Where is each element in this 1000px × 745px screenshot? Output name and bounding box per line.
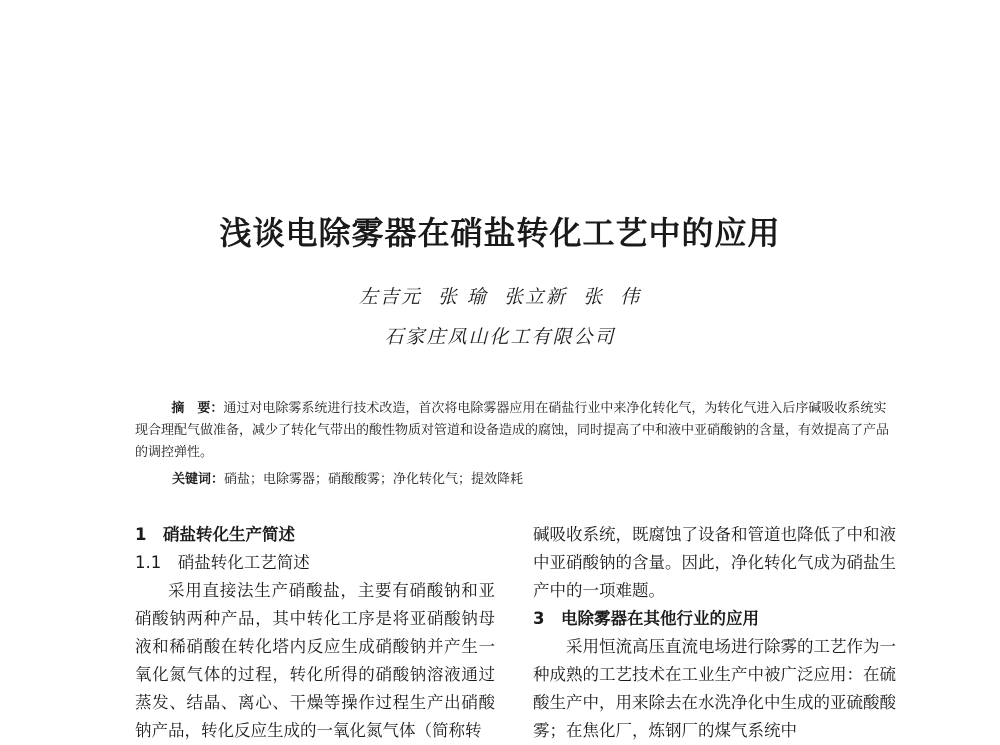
paper-title: 浅谈电除雾器在硝盐转化工艺中的应用 <box>219 214 781 252</box>
section-heading-1: 1 硝盐转化生产简述 <box>135 525 295 544</box>
affiliation: 石家庄凤山化工有限公司 <box>384 326 616 348</box>
body-paragraph: 采用直接法生产硝酸盐，主要有硝酸钠和亚硝酸钠两种产品，其中转化工序是将亚硝酸钠母液和稀硝酸在转化塔内反应生成硝酸钠并产生一氧化氮气体的过程，转化所得的硝酸钠溶液通过蒸发、结晶、离心、干燥等操作过程生产出硝酸钠产品，转化反应生成的一氧化氮气体（简称转 <box>135 581 495 740</box>
keywords-label: 关键词： <box>172 472 225 487</box>
left-column <box>135 521 495 745</box>
keywords-text: 硝盐；电除雾器；硝酸酸雾；净化转化气；提效降耗 <box>224 472 524 487</box>
abstract <box>135 398 898 464</box>
abstract-label: 摘 要： <box>171 401 224 416</box>
subsection-heading-1-1: 1.1 硝盐转化工艺简述 <box>135 553 310 572</box>
abstract-text: 通过对电除雾系统进行技术改造，首次将电除雾器应用在硝盐行业中来净化转化气，为转化气进入后序碱吸收系统实现合理配气做准备，减少了转化气带出的酸性物质对管道和设备造成的腐蚀，同时提高了中和液中亚硝酸钠的含量，有效提高了产品的调控弹性。 <box>135 401 890 460</box>
body-paragraph-continued: 碱吸收系统，既腐蚀了设备和管道也降低了中和液中亚硝酸钠的含量。因此，净化转化气成为硝盐生产中的一项难题。 <box>533 525 896 600</box>
keywords <box>172 470 898 490</box>
right-column <box>533 521 896 745</box>
section-heading-3: 3 电除雾器在其他行业的应用 <box>533 609 759 628</box>
authors: 左吉元 张 瑜 张立新 张 伟 <box>358 286 642 308</box>
body-paragraph: 采用恒流高压直流电场进行除雾的工艺作为一种成熟的工艺技术在工业生产中被广泛应用：在硫酸生产中，用来除去在水洗净化中生成的亚硫酸酸雾；在焦化厂，炼钢厂的煤气系统中 <box>533 637 896 740</box>
